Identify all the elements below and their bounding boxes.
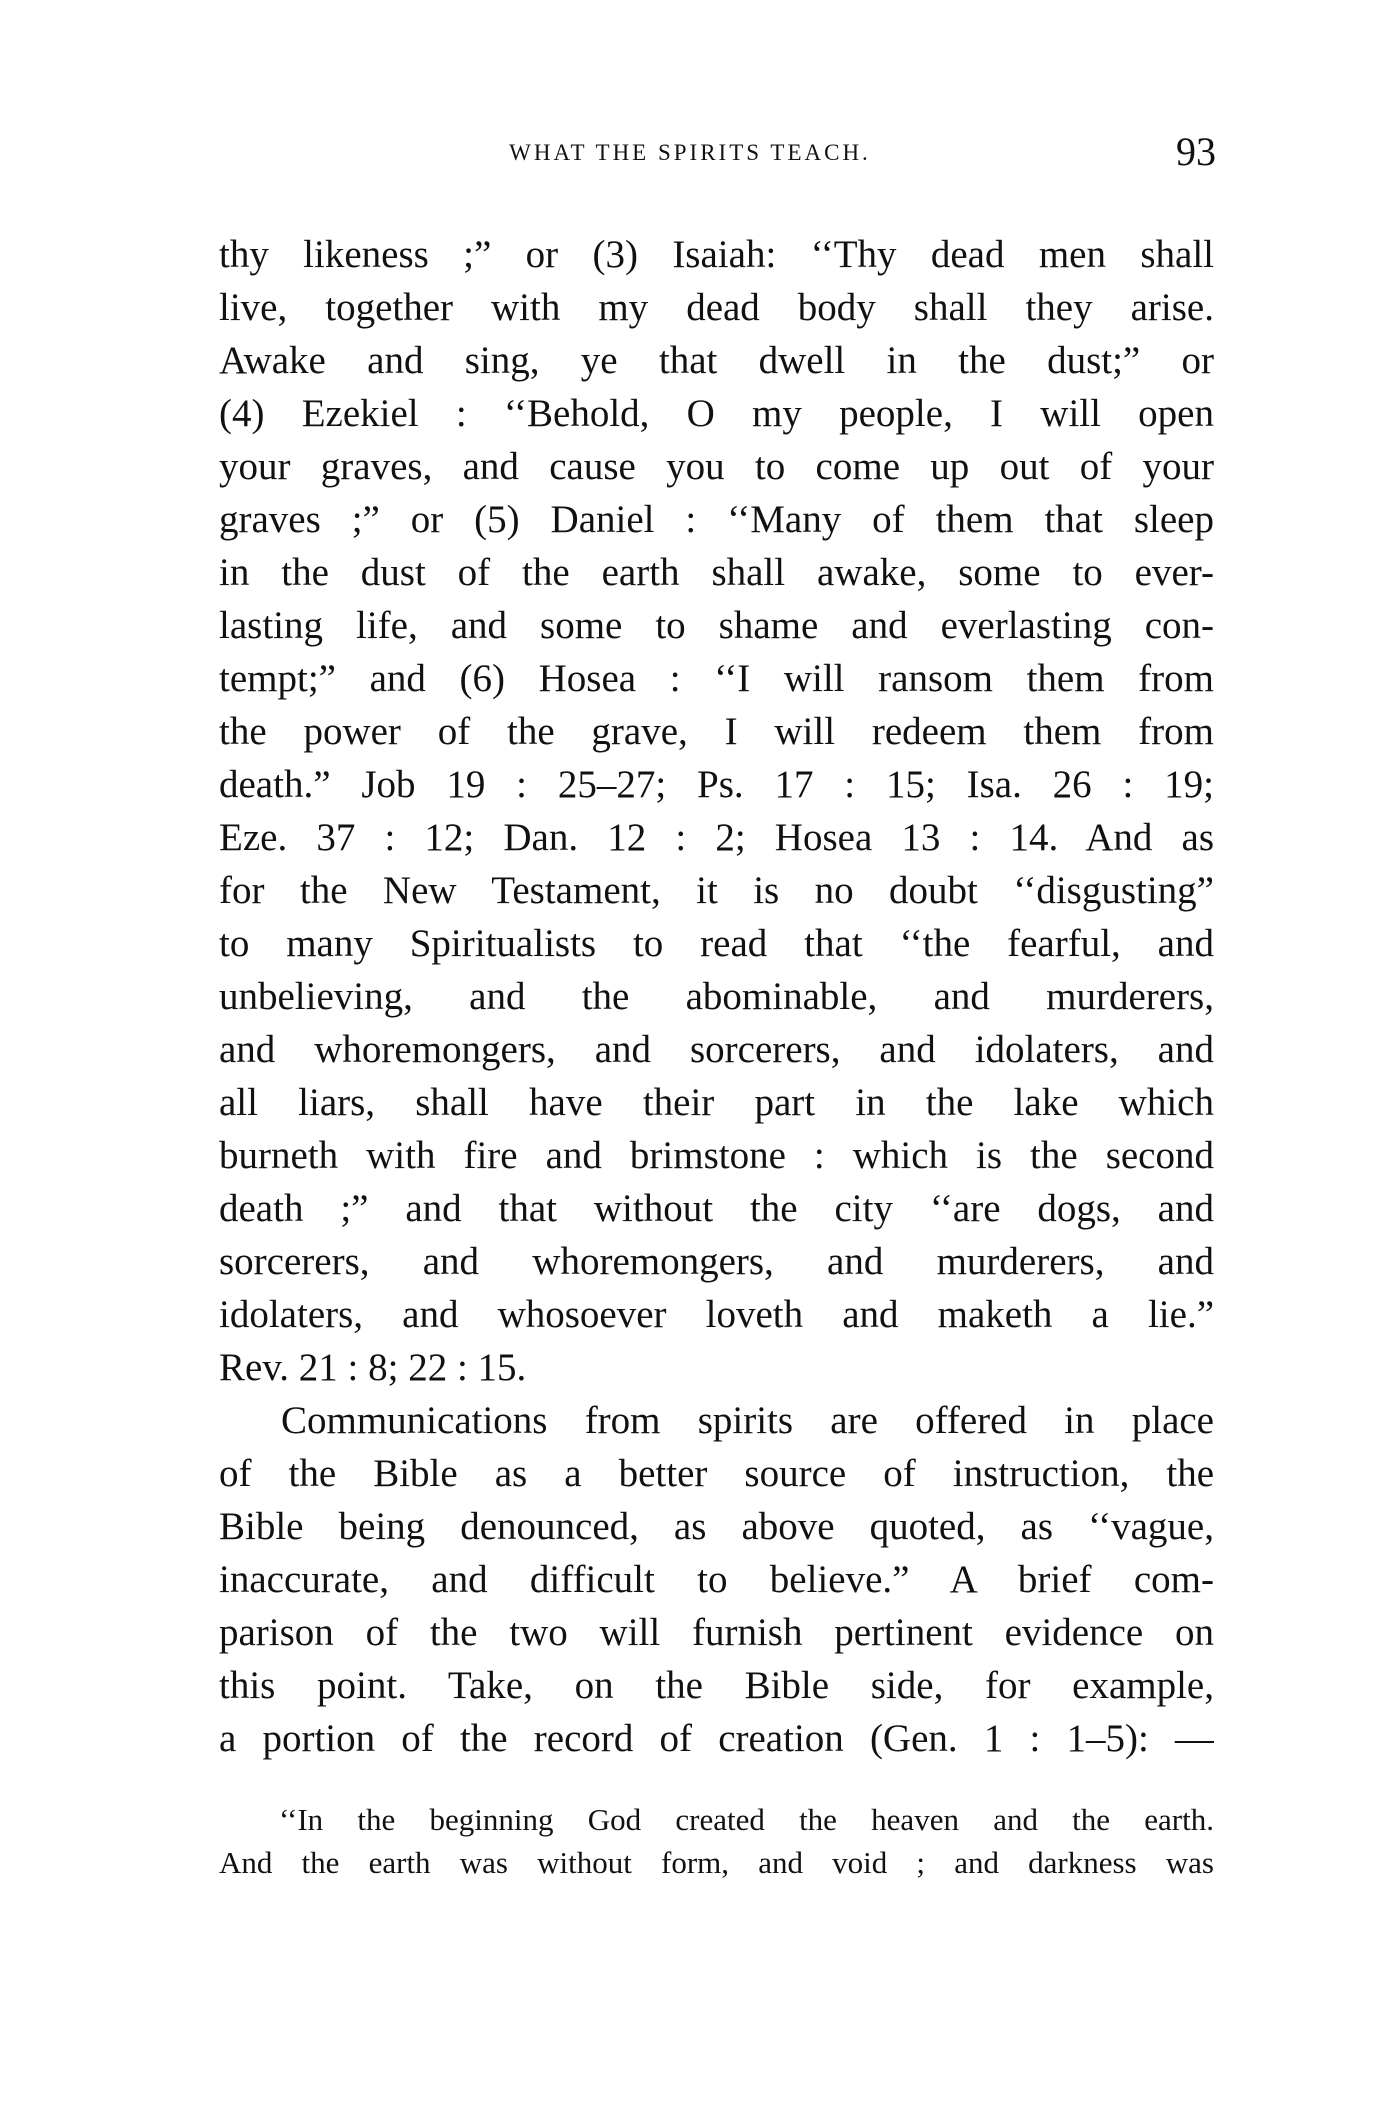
text-line: graves ;” or (5) Daniel : ‘‘Many of them that sleep: [219, 498, 1214, 541]
text-line: this point. Take, on the Bible side, for example,: [219, 1664, 1214, 1707]
text-line: tempt;” and (6) Hosea : ‘‘I will ransom them from: [219, 657, 1214, 700]
body-text: [219, 228, 1214, 1765]
text-line: (4) Ezekiel : ‘‘Behold, O my people, I will open: [219, 392, 1214, 435]
text-line: lasting life, and some to shame and everlasting con-: [219, 604, 1214, 647]
text-line: thy likeness ;” or (3) Isaiah: ‘‘Thy dead men shall: [219, 233, 1214, 276]
text-line: idolaters, and whosoever loveth and maketh a lie.”: [219, 1293, 1214, 1336]
text-line: death ;” and that without the city ‘‘are dogs, and: [219, 1187, 1214, 1230]
text-line: live, together with my dead body shall they arise.: [219, 286, 1214, 329]
text-line: burneth with fire and brimstone : which is the second: [219, 1134, 1214, 1177]
text-line: to many Spiritualists to read that ‘‘the fearful, and: [219, 922, 1214, 965]
text-line: Bible being denounced, as above quoted, as ‘‘vague,: [219, 1505, 1214, 1548]
text-line: Rev. 21 : 8; 22 : 15.: [219, 1346, 527, 1389]
block-quote: [219, 1798, 1214, 1884]
text-line: Eze. 37 : 12; Dan. 12 : 2; Hosea 13 : 14. And as: [219, 816, 1214, 859]
text-line: death.” Job 19 : 25–27; Ps. 17 : 15; Isa. 26 : 19;: [219, 763, 1214, 806]
running-head: WHAT THE SPIRITS TEACH.: [509, 140, 871, 165]
text-line: for the New Testament, it is no doubt ‘‘disgusting”: [219, 869, 1214, 912]
text-line: in the dust of the earth shall awake, some to ever-: [219, 551, 1214, 594]
page-number: 93: [1176, 129, 1216, 174]
text-line: of the Bible as a better source of instruction, the: [219, 1452, 1214, 1495]
text-line: the power of the grave, I will redeem them from: [219, 710, 1214, 753]
text-line: Awake and sing, ye that dwell in the dust;” or: [219, 339, 1214, 382]
text-line: inaccurate, and difficult to believe.” A brief com-: [219, 1558, 1214, 1601]
text-line: unbelieving, and the abominable, and murderers,: [219, 975, 1214, 1018]
text-line: sorcerers, and whoremongers, and murderers, and: [219, 1240, 1214, 1283]
text-line: ‘‘In the beginning God created the heaven and the earth.: [279, 1802, 1214, 1837]
text-line: Communications from spirits are offered in place: [281, 1399, 1214, 1442]
text-line: parison of the two will furnish pertinent evidence on: [219, 1611, 1214, 1654]
text-line: all liars, shall have their part in the lake which: [219, 1081, 1214, 1124]
text-line: a portion of the record of creation (Gen. 1 : 1–5): —: [219, 1717, 1214, 1760]
text-line: and whoremongers, and sorcerers, and idolaters, and: [219, 1028, 1214, 1071]
text-line: And the earth was without form, and void ; and darkness was: [219, 1845, 1214, 1880]
text-line: your graves, and cause you to come up out of your: [219, 445, 1214, 488]
